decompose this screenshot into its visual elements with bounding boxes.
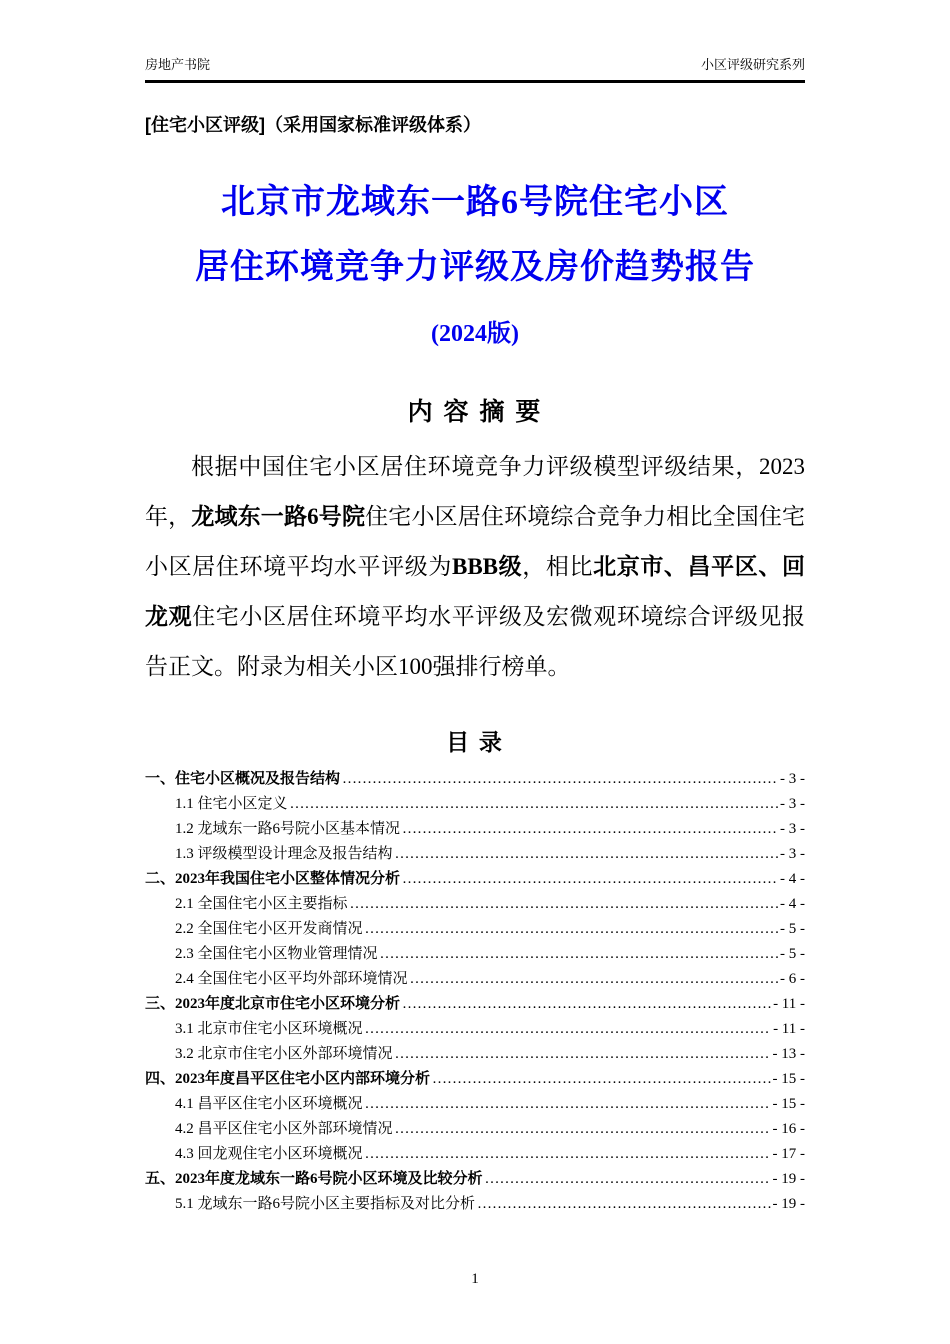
report-edition: (2024版): [431, 321, 519, 348]
toc-dot-leader: [395, 842, 778, 867]
toc-item-label: 4.2 昌平区住宅小区外部环境情况: [175, 1121, 393, 1138]
toc-item-page: - 19 -: [772, 1171, 805, 1188]
toc-dot-leader: [365, 1142, 771, 1167]
toc-item-page: - 5 -: [780, 946, 805, 963]
toc-dot-leader: [365, 917, 778, 942]
toc-item-2-2[interactable]: [145, 917, 805, 942]
page-number: 1: [471, 1271, 479, 1287]
toc-item-1-1[interactable]: [145, 792, 805, 817]
toc-item-4-3[interactable]: [145, 1142, 805, 1167]
report-title-line2: 居住环境竞争力评级及房价趋势报告: [195, 249, 755, 287]
toc-dot-leader: [477, 1192, 770, 1217]
toc-dot-leader: [380, 942, 778, 967]
toc-item-chapter-1[interactable]: [145, 767, 805, 792]
page-header: [145, 0, 805, 73]
toc-dot-leader: [410, 967, 778, 992]
toc-item-label: 2.2 全国住宅小区开发商情况: [175, 921, 363, 938]
toc-item-page: - 4 -: [780, 871, 805, 888]
toc-item-page: - 4 -: [780, 896, 805, 913]
summary-paragraph: [145, 442, 805, 692]
toc-item-page: - 16 -: [772, 1121, 805, 1138]
toc-item-chapter-3[interactable]: [145, 992, 805, 1017]
summary-heading: 内 容 摘 要: [407, 398, 543, 427]
toc-item-label: 五、2023年度龙域东一路6号院小区环境及比较分析: [145, 1171, 483, 1188]
header-left-text: 房地产书院: [145, 57, 211, 72]
toc-item-label: 二、2023年我国住宅小区整体情况分析: [145, 871, 401, 888]
report-type-label: [住宅小区评级]（采用国家标准评级体系）: [145, 115, 481, 135]
toc-dot-leader: [402, 867, 778, 892]
toc-item-1-3[interactable]: [145, 842, 805, 867]
toc-item-page: - 3 -: [780, 846, 805, 863]
toc-item-label: 一、住宅小区概况及报告结构: [145, 771, 341, 788]
toc-item-2-1[interactable]: [145, 892, 805, 917]
toc-item-label: 3.2 北京市住宅小区外部环境情况: [175, 1046, 393, 1063]
toc-heading: 目 录: [446, 730, 504, 756]
toc-item-label: 4.3 回龙观住宅小区环境概况: [175, 1146, 363, 1163]
summary-segment-regions: 北京市、昌平区、回龙观: [145, 554, 806, 630]
summary-segment: 根据中国住宅小区居住环境竞争力评级模型评级结果，2023 年，: [145, 454, 805, 530]
toc-item-label: 1.2 龙域东一路6号院小区基本情况: [175, 821, 401, 838]
toc-item-chapter-5[interactable]: [145, 1167, 805, 1192]
toc-item-label: 四、2023年度昌平区住宅小区内部环境分析: [145, 1071, 431, 1088]
toc-item-label: 2.1 全国住宅小区主要指标: [175, 896, 348, 913]
toc-item-5-1[interactable]: [145, 1192, 805, 1217]
toc-item-3-2[interactable]: [145, 1042, 805, 1067]
summary-segment-rating: BBB级: [451, 554, 523, 580]
toc-item-label: 3.1 北京市住宅小区环境概况: [175, 1021, 363, 1038]
toc-dot-leader: [365, 1017, 772, 1042]
toc-item-4-2[interactable]: [145, 1117, 805, 1142]
toc-item-page: - 11 -: [773, 996, 805, 1013]
summary-segment-community-name: 龙域东一路6号院: [191, 504, 366, 530]
toc-item-page: - 15 -: [772, 1096, 805, 1113]
summary-segment: 住宅小区居住环境平均水平评级及宏微观环境综合评级见报告正文。附录为相关小区100强排行榜单。: [145, 604, 806, 680]
toc-dot-leader: [485, 1167, 771, 1192]
toc-item-page: - 3 -: [780, 821, 805, 838]
summary-segment: ，相比: [522, 554, 594, 580]
toc-dot-leader: [365, 1092, 771, 1117]
toc-dot-leader: [290, 792, 778, 817]
toc-item-page: - 3 -: [780, 771, 805, 788]
toc-item-1-2[interactable]: [145, 817, 805, 842]
toc-item-label: 2.3 全国住宅小区物业管理情况: [175, 946, 378, 963]
header-right-text: 小区评级研究系列: [700, 57, 805, 72]
table-of-contents: [145, 767, 805, 1217]
toc-dot-leader: [395, 1117, 771, 1142]
toc-item-label: 三、2023年度北京市住宅小区环境分析: [145, 996, 401, 1013]
toc-item-label: 5.1 龙域东一路6号院小区主要指标及对比分析: [175, 1196, 476, 1213]
toc-item-3-1[interactable]: [145, 1017, 805, 1042]
toc-item-page: - 15 -: [772, 1071, 805, 1088]
toc-item-page: - 3 -: [780, 796, 805, 813]
toc-dot-leader: [342, 767, 778, 792]
toc-dot-leader: [432, 1067, 770, 1092]
toc-item-page: - 13 -: [772, 1046, 805, 1063]
toc-item-page: - 5 -: [780, 921, 805, 938]
toc-item-4-1[interactable]: [145, 1092, 805, 1117]
toc-item-label: 1.3 评级模型设计理念及报告结构: [175, 846, 393, 863]
toc-item-page: - 11 -: [773, 1021, 805, 1038]
summary-segment: 住宅小区居住环境综合竞争力相比全国住宅小区居住环境平均水平评级为: [145, 504, 806, 580]
toc-item-page: - 19 -: [772, 1196, 805, 1213]
toc-dot-leader: [402, 992, 771, 1017]
toc-item-chapter-2[interactable]: [145, 867, 805, 892]
header-rule: [145, 80, 805, 83]
toc-item-page: - 6 -: [780, 971, 805, 988]
report-title-line1: 北京市龙域东一路6号院住宅小区: [221, 184, 729, 221]
toc-item-2-4[interactable]: [145, 967, 805, 992]
toc-item-2-3[interactable]: [145, 942, 805, 967]
toc-dot-leader: [402, 817, 778, 842]
toc-dot-leader: [395, 1042, 771, 1067]
toc-item-label: 2.4 全国住宅小区平均外部环境情况: [175, 971, 408, 988]
toc-item-label: 4.1 昌平区住宅小区环境概况: [175, 1096, 363, 1113]
toc-item-chapter-4[interactable]: [145, 1067, 805, 1092]
toc-item-page: - 17 -: [772, 1146, 805, 1163]
toc-item-label: 1.1 住宅小区定义: [175, 796, 288, 813]
toc-dot-leader: [350, 892, 778, 917]
